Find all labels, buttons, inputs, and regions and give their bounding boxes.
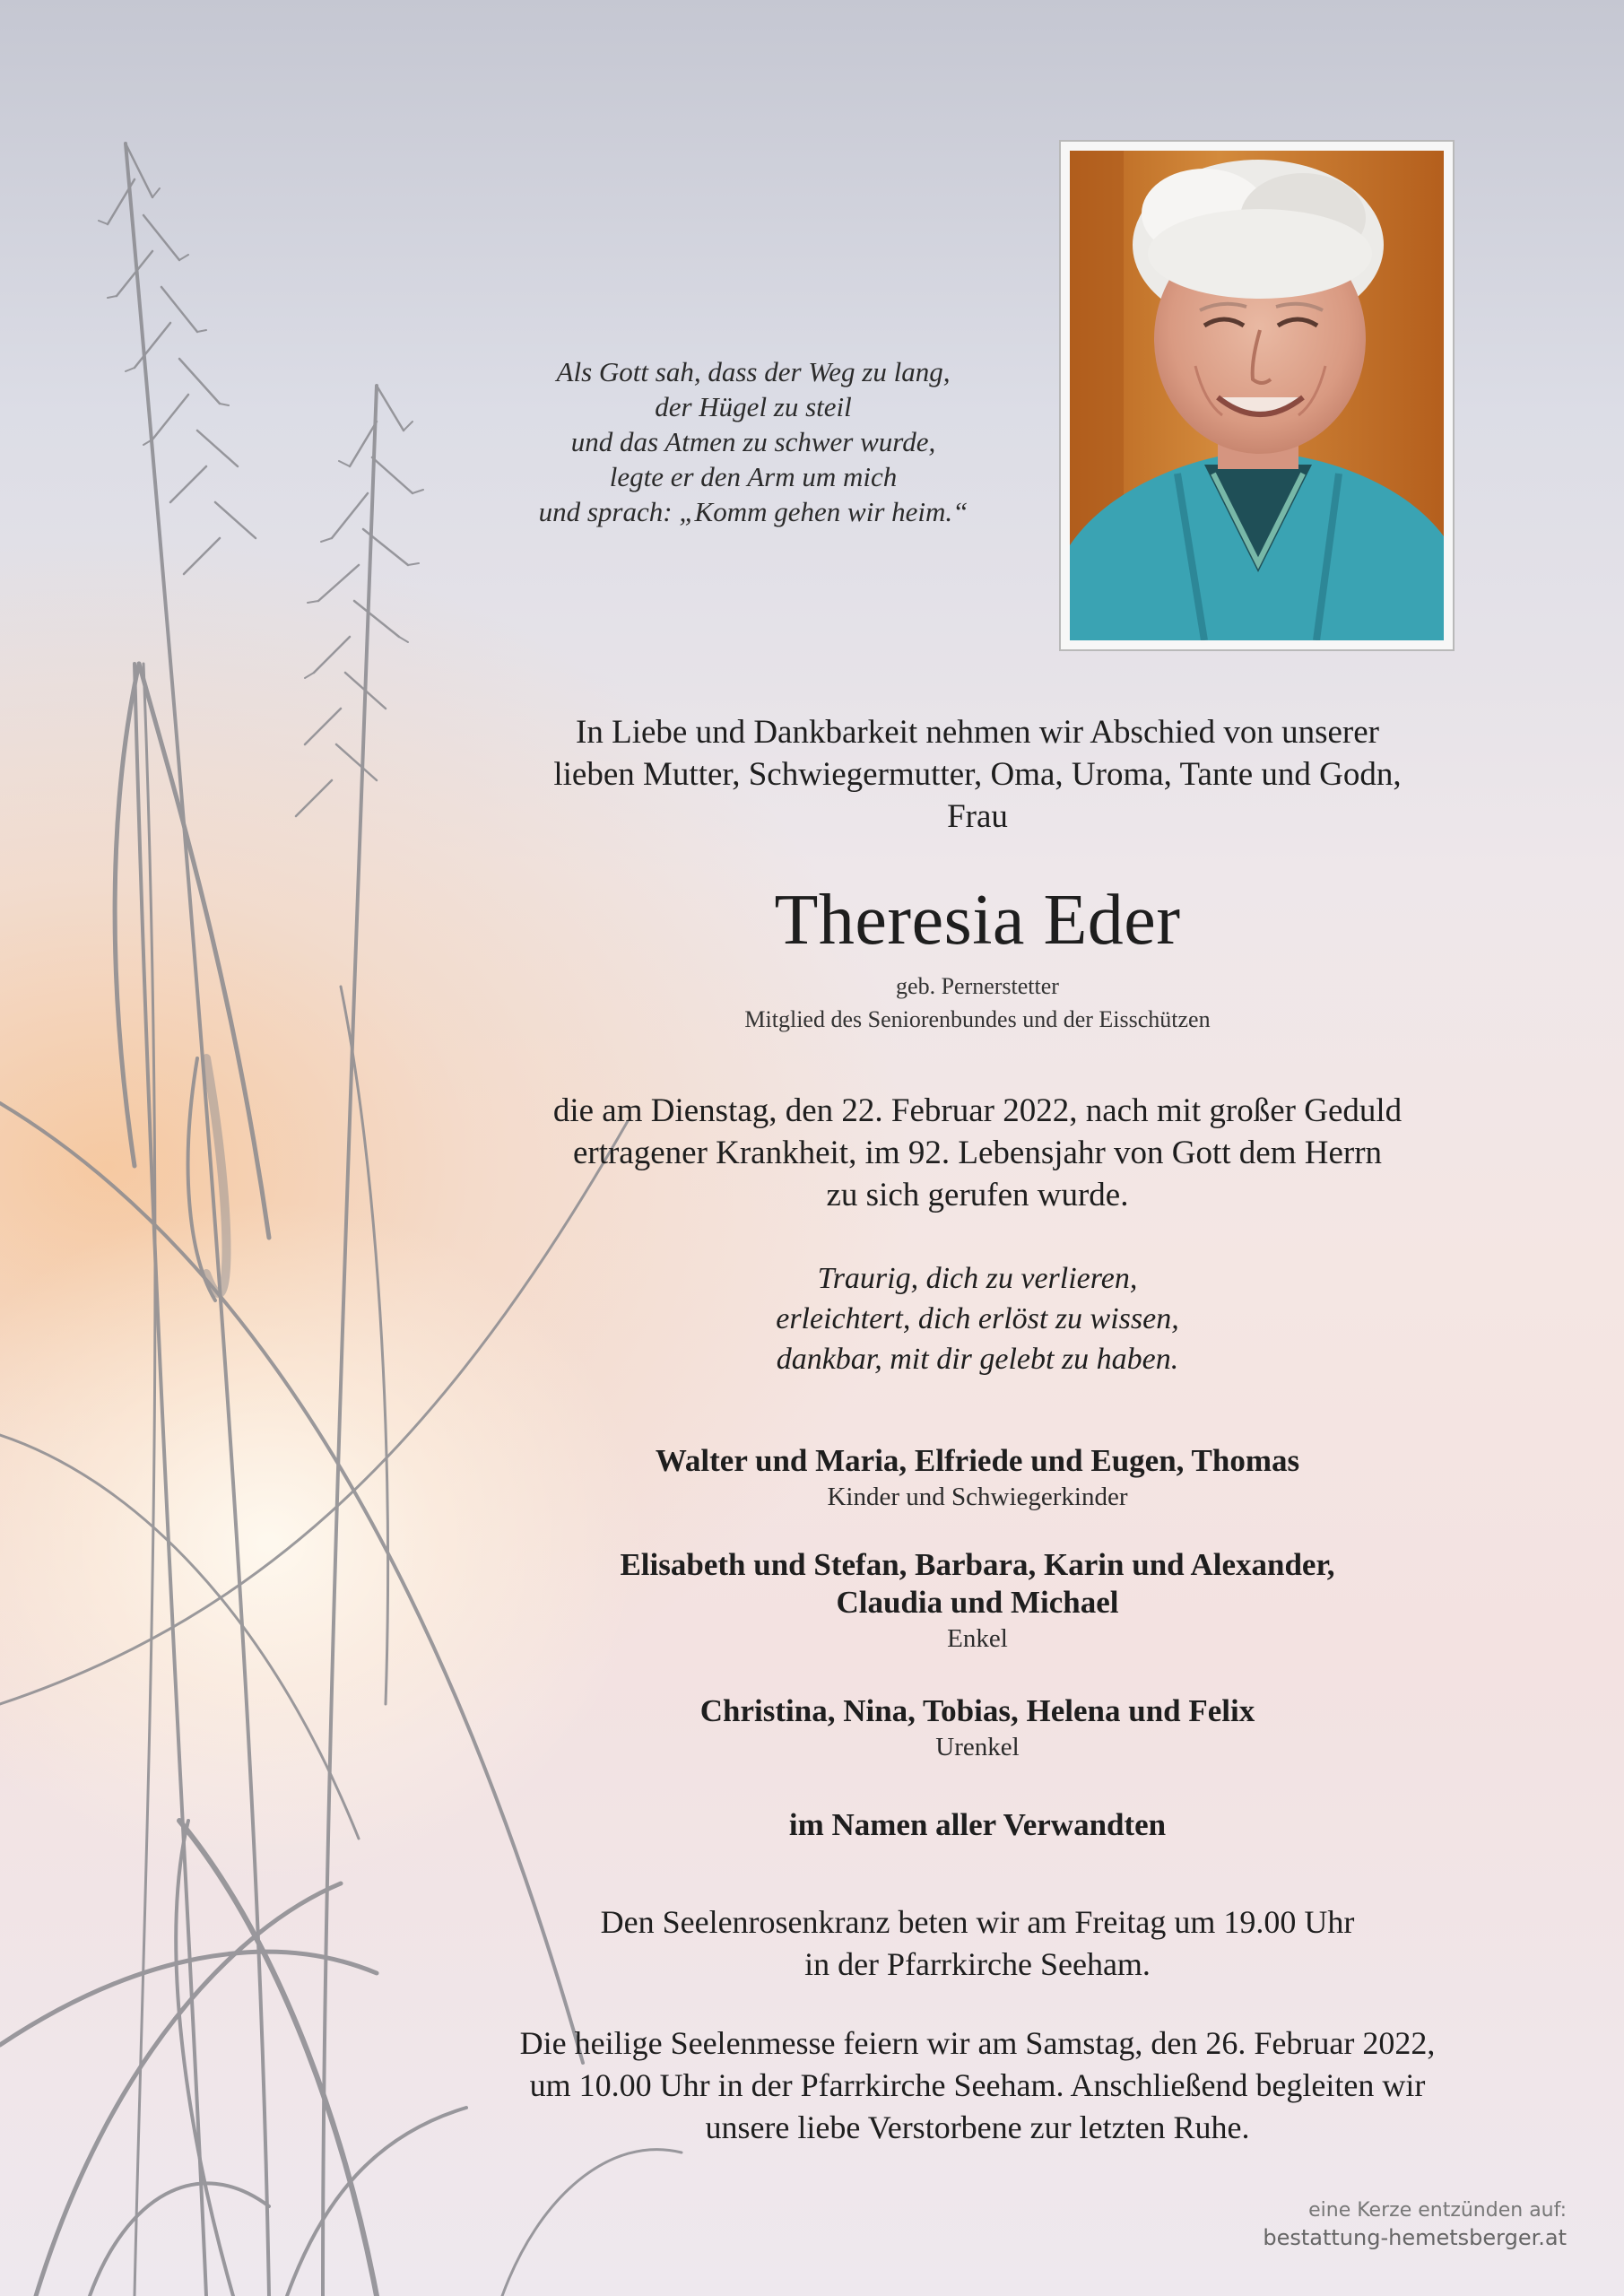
death-notice-line: zu sich gerufen wurde.: [826, 1177, 1129, 1213]
deceased-details: [439, 970, 1515, 1036]
mass-notice: [421, 2022, 1533, 2149]
mourner-group-great-grandchildren: [439, 1692, 1515, 1764]
rosary-line: in der Pfarrkirche Seeham.: [804, 1946, 1151, 1982]
candle-label: eine Kerze entzünden auf:: [1308, 2199, 1567, 2222]
quote-line: Als Gott sah, dass der Weg zu lang,: [556, 356, 951, 387]
portrait-photo: [1070, 151, 1444, 640]
membership: Mitglied des Seniorenbundes und der Eisschützen: [744, 1006, 1211, 1032]
funeral-home-link[interactable]: bestattung-hemetsberger.at: [1263, 2225, 1567, 2250]
intro-text: [439, 711, 1515, 838]
mourner-group-grandchildren: [439, 1546, 1515, 1656]
mourner-role: Kinder und Schwiegerkinder: [827, 1483, 1128, 1511]
birth-name: geb. Pernerstetter: [896, 973, 1059, 999]
quote-line: der Hügel zu steil: [655, 391, 852, 422]
mass-line: um 10.00 Uhr in der Pfarrkirche Seeham. Anschließend begleiten wir: [529, 2067, 1426, 2103]
mourner-names: Elisabeth und Stefan, Barbara, Karin und Alexander,: [620, 1547, 1335, 1582]
mourner-group-children: [439, 1442, 1515, 1514]
rosary-line: Den Seelenrosenkranz beten wir am Freitag um 19.00 Uhr: [600, 1904, 1355, 1940]
mourner-role: Enkel: [947, 1624, 1008, 1653]
intro-line: Frau: [947, 798, 1008, 835]
opening-quote: [484, 354, 1022, 529]
quote-line: Traurig, dich zu verlieren,: [817, 1262, 1138, 1295]
portrait-frame: [1059, 140, 1455, 651]
quote-line: legte er den Arm um mich: [609, 461, 898, 492]
death-notice: [439, 1090, 1515, 1216]
quote-line: und sprach: „Komm gehen wir heim.“: [538, 496, 968, 527]
death-notice-line: ertragener Krankheit, im 92. Lebensjahr von Gott dem Herrn: [572, 1135, 1383, 1171]
intro-line: In Liebe und Dankbarkeit nehmen wir Abschied von unserer: [576, 714, 1379, 751]
mourner-role: Urenkel: [935, 1733, 1020, 1761]
mass-line: Die heilige Seelenmesse feiern wir am Samstag, den 26. Februar 2022,: [519, 2025, 1436, 2061]
quote-line: dankbar, mit dir gelebt zu haben.: [776, 1343, 1179, 1376]
mourner-names: Claudia und Michael: [836, 1585, 1119, 1620]
quote-line: und das Atmen zu schwer wurde,: [570, 426, 936, 457]
intro-line: lieben Mutter, Schwiegermutter, Oma, Uroma, Tante und Godn,: [553, 756, 1402, 793]
deceased-name: Theresia Eder: [774, 881, 1181, 960]
on-behalf-line: im Namen aller Verwandten: [788, 1807, 1167, 1842]
death-notice-line: die am Dienstag, den 22. Februar 2022, nach mit großer Geduld: [552, 1092, 1403, 1129]
mourning-quote: [439, 1258, 1515, 1379]
rosary-notice: [439, 1901, 1515, 1986]
mourner-names: Walter und Maria, Elfriede und Eugen, Thomas: [655, 1443, 1300, 1478]
quote-line: erleichtert, dich erlöst zu wissen,: [776, 1302, 1179, 1335]
mass-line: unsere liebe Verstorbene zur letzten Ruhe.: [705, 2109, 1250, 2145]
candle-footer: [1263, 2197, 1567, 2251]
mourner-names: Christina, Nina, Tobias, Helena und Felix: [699, 1693, 1255, 1728]
